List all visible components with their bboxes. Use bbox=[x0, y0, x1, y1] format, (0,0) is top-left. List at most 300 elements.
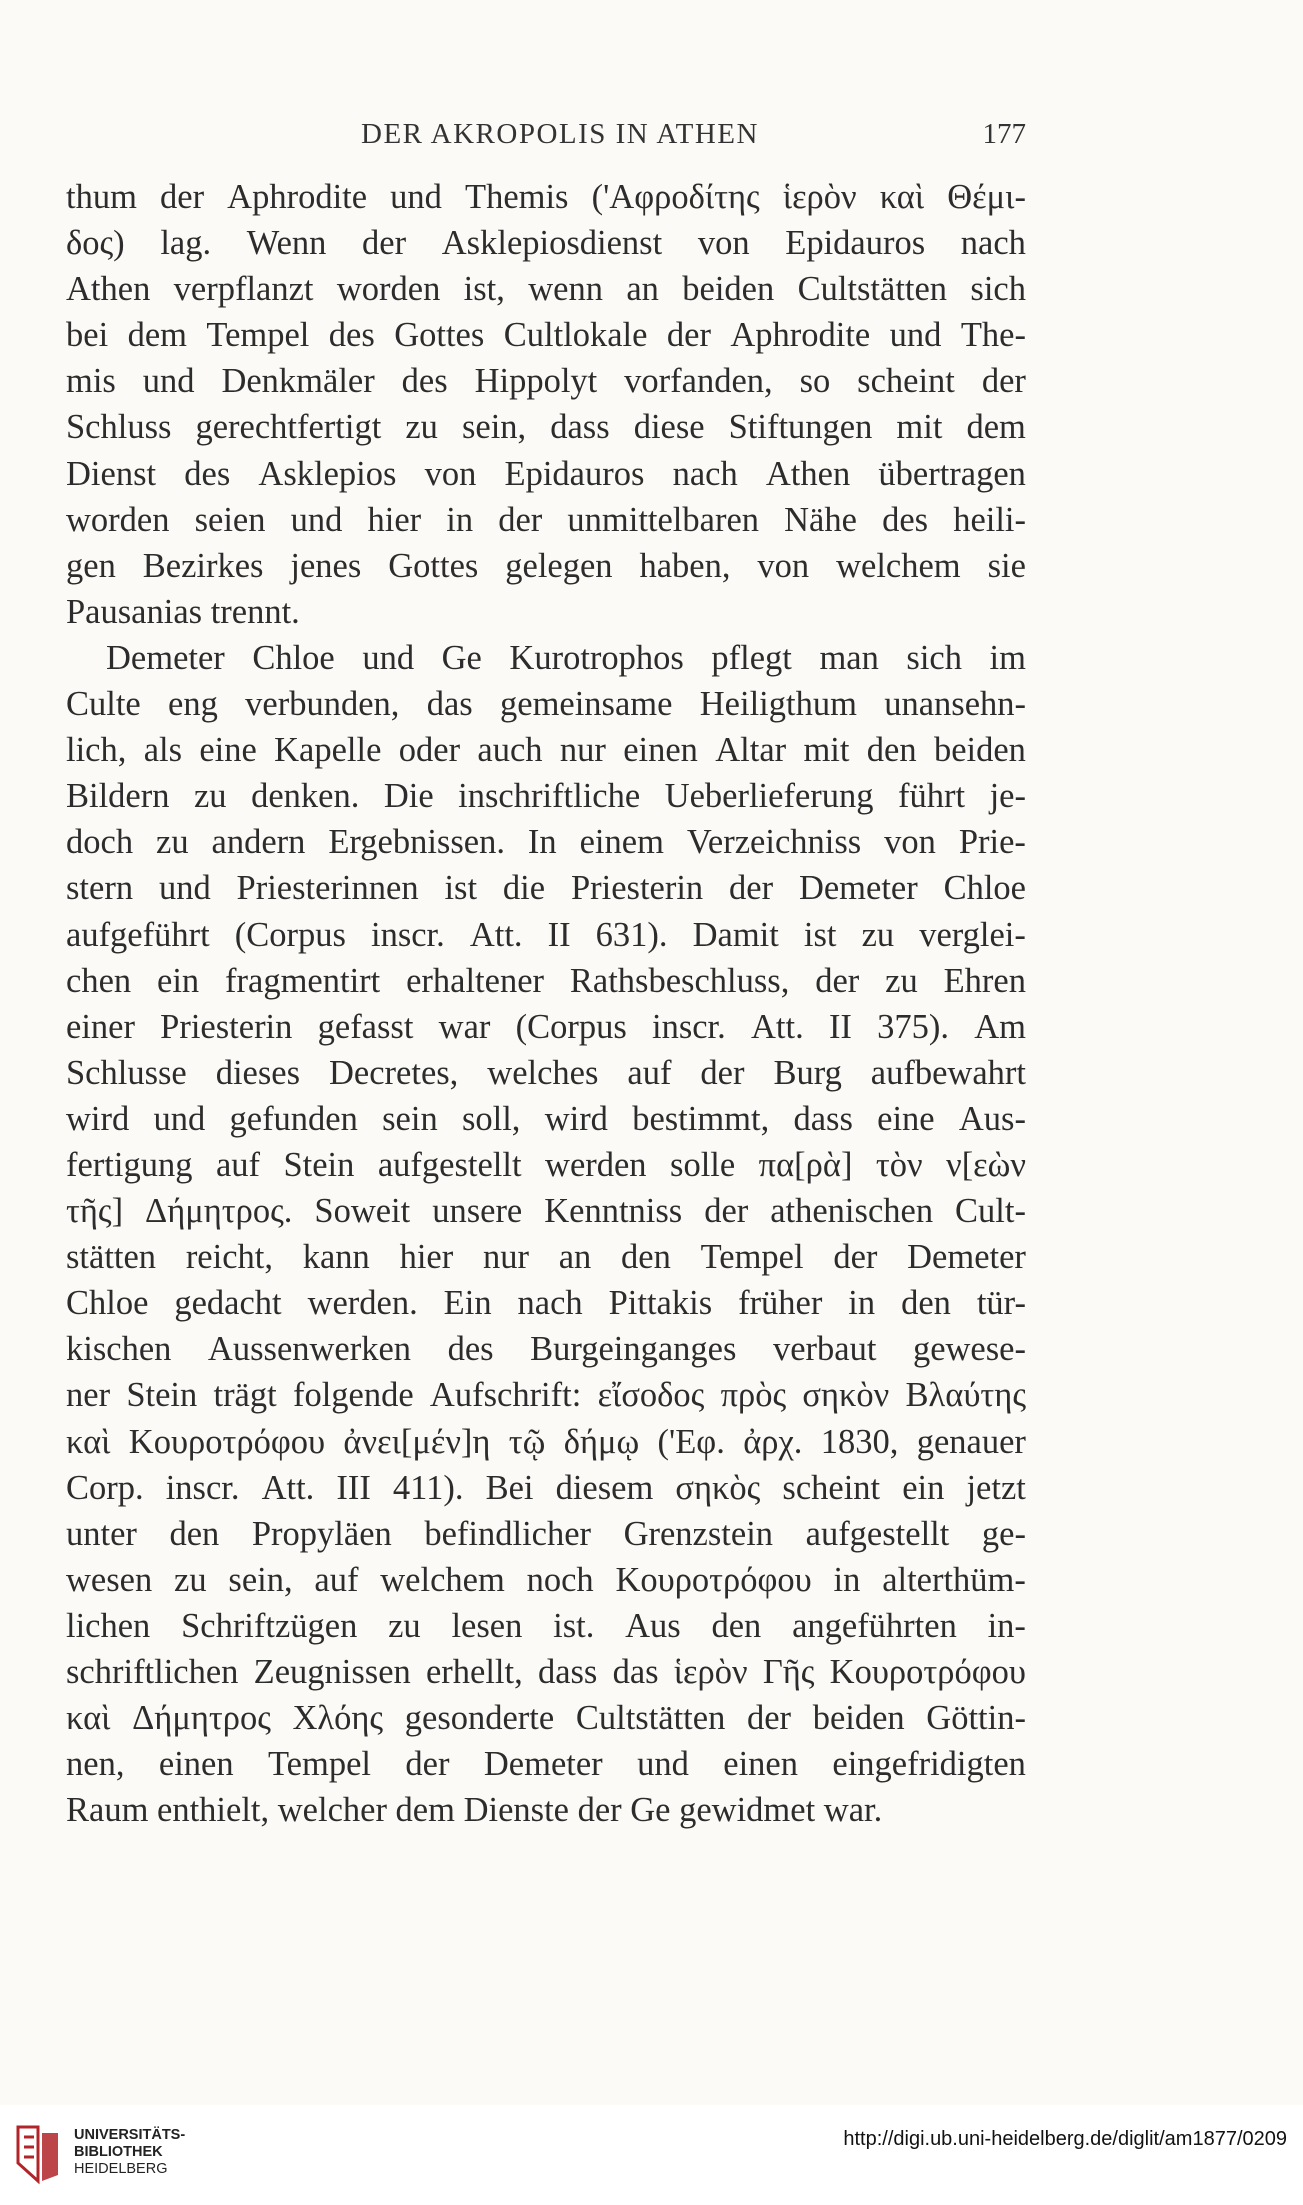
word: Demeter bbox=[907, 1238, 1026, 1277]
word: einen bbox=[723, 1745, 798, 1784]
word: sein, bbox=[461, 408, 527, 447]
word: ge- bbox=[981, 1514, 1026, 1553]
word: den bbox=[866, 731, 917, 770]
word: des bbox=[882, 500, 929, 539]
word: ἀρχ. bbox=[743, 1422, 803, 1461]
footer bbox=[0, 2105, 1303, 2205]
word: in bbox=[833, 1560, 861, 1599]
word: und bbox=[153, 1099, 206, 1138]
word: war bbox=[438, 1007, 491, 1046]
word: worden bbox=[336, 270, 441, 309]
running-title: DER AKROPOLIS IN ATHEN bbox=[361, 118, 759, 150]
word: wenn bbox=[528, 270, 603, 309]
word: Hippolyt bbox=[474, 362, 598, 401]
body-text bbox=[66, 174, 1026, 1833]
word: Demeter bbox=[106, 638, 225, 677]
word: Aus bbox=[625, 1606, 681, 1645]
word: stätten bbox=[66, 1238, 157, 1277]
word: Schriftzügen bbox=[181, 1606, 358, 1645]
word: Culte bbox=[66, 685, 141, 724]
word: kann bbox=[302, 1238, 370, 1277]
word: scheint bbox=[857, 362, 955, 401]
word: Θέμι- bbox=[947, 178, 1026, 216]
word: hier bbox=[367, 500, 422, 539]
word: καὶ bbox=[66, 1422, 111, 1461]
word: das bbox=[426, 685, 473, 724]
word: einer bbox=[66, 1007, 135, 1046]
text-line bbox=[66, 1188, 1026, 1234]
word: oder bbox=[398, 731, 461, 770]
word: nen, bbox=[66, 1745, 125, 1784]
word: reicht, bbox=[185, 1238, 273, 1277]
word: Kapelle bbox=[274, 731, 382, 770]
word: und bbox=[362, 638, 415, 677]
word: gedacht bbox=[174, 1284, 282, 1323]
word: dass bbox=[793, 1099, 853, 1138]
word: εἴσοδος bbox=[597, 1376, 705, 1415]
word: übertragen bbox=[878, 454, 1026, 493]
word: dem bbox=[966, 408, 1026, 447]
text-line bbox=[66, 266, 1026, 312]
word: einen bbox=[623, 731, 698, 770]
word: ein bbox=[157, 961, 200, 1000]
word: ist. bbox=[553, 1606, 595, 1645]
word: je- bbox=[989, 777, 1026, 816]
text-line bbox=[66, 727, 1026, 773]
word: Altar bbox=[715, 731, 787, 770]
word: Soweit bbox=[314, 1192, 411, 1231]
text-line bbox=[66, 1280, 1026, 1326]
word: doch bbox=[66, 823, 134, 862]
text-line bbox=[66, 912, 1026, 958]
word: II bbox=[828, 1007, 852, 1046]
word: des bbox=[328, 316, 375, 355]
word: nach bbox=[672, 454, 738, 493]
word: Asklepiosdienst bbox=[441, 224, 663, 263]
word: 411). bbox=[392, 1468, 464, 1507]
word: trägt bbox=[213, 1376, 277, 1415]
word: wird bbox=[66, 1099, 130, 1138]
word: sein, bbox=[228, 1560, 293, 1599]
text-line bbox=[66, 404, 1026, 450]
word: nur bbox=[559, 731, 606, 770]
word: scheint bbox=[782, 1468, 881, 1507]
page-number: 177 bbox=[982, 118, 1026, 150]
word: an bbox=[558, 1238, 592, 1277]
word: lesen bbox=[451, 1606, 523, 1645]
text-line bbox=[66, 174, 1026, 220]
word: Aus- bbox=[958, 1099, 1026, 1138]
word: und bbox=[158, 869, 211, 908]
word: (Corpus bbox=[515, 1007, 627, 1046]
word: Att. bbox=[261, 1468, 315, 1507]
word: chen bbox=[66, 961, 132, 1000]
word: diese bbox=[633, 408, 705, 447]
word: Βλαύτης bbox=[905, 1376, 1026, 1415]
word: ἀνει[μέν]η bbox=[343, 1422, 491, 1461]
word: Att. bbox=[751, 1007, 804, 1046]
word: sie bbox=[987, 546, 1026, 585]
word: so bbox=[799, 362, 831, 401]
word: seien bbox=[194, 500, 266, 539]
text-line bbox=[66, 819, 1026, 865]
word: noch bbox=[526, 1560, 594, 1599]
text-line bbox=[66, 865, 1026, 911]
word: ἱερὸν bbox=[673, 1653, 748, 1691]
word: jetzt bbox=[966, 1468, 1026, 1507]
word: führt bbox=[898, 777, 966, 816]
text-line bbox=[66, 1234, 1026, 1280]
word: dem bbox=[127, 316, 187, 355]
word: ('Εφ. bbox=[657, 1422, 725, 1461]
word: Γῆς bbox=[762, 1653, 815, 1691]
word: Verzeichniss bbox=[686, 823, 862, 862]
word: früher bbox=[738, 1284, 823, 1323]
word: von bbox=[884, 823, 936, 862]
word: δήμῳ bbox=[563, 1422, 640, 1461]
word: zu bbox=[885, 961, 918, 1000]
word: hier bbox=[399, 1238, 454, 1277]
word: der bbox=[160, 178, 205, 216]
word: Propyläen bbox=[251, 1514, 392, 1553]
word: Schluss bbox=[66, 408, 172, 447]
word: Χλόης bbox=[292, 1699, 384, 1738]
word: Pittakis bbox=[608, 1284, 713, 1323]
word: Bildern bbox=[66, 777, 170, 816]
word: II bbox=[547, 915, 571, 954]
word: Dienst bbox=[66, 454, 157, 493]
word: Heiligthum bbox=[699, 685, 857, 724]
word: καὶ bbox=[879, 178, 925, 216]
word: Aphrodite bbox=[730, 316, 871, 355]
word: in bbox=[848, 1284, 876, 1323]
word: kischen bbox=[66, 1330, 172, 1369]
text-line bbox=[66, 1050, 1026, 1096]
word: welches bbox=[487, 1053, 599, 1092]
word: dieses bbox=[215, 1053, 301, 1092]
word: unter bbox=[66, 1514, 137, 1553]
source-url-link[interactable]: http://digi.ub.uni-heidelberg.de/diglit/am1877/0209 bbox=[843, 2128, 1287, 2150]
word: Demeter bbox=[798, 869, 918, 908]
text-line bbox=[66, 773, 1026, 819]
word: Stein bbox=[283, 1145, 355, 1184]
word: Schlusse bbox=[66, 1053, 187, 1092]
text-line bbox=[66, 312, 1026, 358]
word: die bbox=[502, 869, 546, 908]
word: von bbox=[424, 454, 477, 493]
word: schriftlichen bbox=[66, 1653, 239, 1691]
word: unsere bbox=[432, 1192, 523, 1231]
word: Ehren bbox=[943, 961, 1026, 1000]
word: 1830, bbox=[820, 1422, 899, 1461]
word: fertigung bbox=[66, 1145, 193, 1184]
text-line bbox=[66, 1649, 1026, 1695]
word: Zeugnissen bbox=[253, 1653, 411, 1691]
word: Gottes bbox=[388, 546, 479, 585]
word: τῷ bbox=[508, 1422, 546, 1461]
word: solle bbox=[670, 1145, 736, 1184]
word: δος) bbox=[66, 224, 125, 263]
word: heili- bbox=[953, 500, 1026, 539]
word: alterthüm- bbox=[882, 1560, 1026, 1599]
word: von bbox=[697, 224, 750, 263]
word: inscr. bbox=[370, 915, 445, 954]
word: ist bbox=[803, 915, 837, 954]
word: einen bbox=[158, 1745, 234, 1784]
library-name-line: UNIVERSITÄTS- bbox=[74, 2127, 186, 2143]
word: Rathsbeschluss, bbox=[569, 961, 790, 1000]
word: auf bbox=[215, 1145, 260, 1184]
word: einem bbox=[579, 823, 664, 862]
word: unansehn- bbox=[884, 685, 1026, 724]
word: auf bbox=[627, 1053, 672, 1092]
word: an bbox=[626, 270, 659, 309]
text-line bbox=[66, 543, 1026, 589]
text-line bbox=[66, 1372, 1026, 1418]
word: Δήμητρος. bbox=[145, 1192, 293, 1231]
word: Κουροτρόφου bbox=[829, 1653, 1026, 1691]
word: worden bbox=[66, 500, 170, 539]
word: thum bbox=[66, 178, 137, 216]
text-line bbox=[66, 1004, 1026, 1050]
word: fragmentirt bbox=[225, 961, 381, 1000]
word: man bbox=[819, 638, 879, 677]
word: auch bbox=[477, 731, 543, 770]
text-line bbox=[66, 1326, 1026, 1372]
word: mit bbox=[896, 408, 943, 447]
word: Cult- bbox=[955, 1192, 1026, 1231]
word: beiden bbox=[682, 270, 775, 309]
word: der bbox=[815, 961, 860, 1000]
word: Göttin- bbox=[926, 1699, 1026, 1738]
word: sich bbox=[970, 270, 1026, 309]
word: inschriftliche bbox=[458, 777, 641, 816]
word: mis bbox=[66, 362, 116, 401]
word: Athen bbox=[765, 454, 851, 493]
text-line bbox=[66, 1557, 1026, 1603]
word: und bbox=[637, 1745, 689, 1784]
word: Ueberlieferung bbox=[664, 777, 874, 816]
word: (Corpus bbox=[234, 915, 346, 954]
word: καὶ bbox=[66, 1699, 111, 1738]
word: im bbox=[989, 638, 1026, 677]
word: Burg bbox=[773, 1053, 842, 1092]
text-line bbox=[66, 451, 1026, 497]
word: zu bbox=[174, 1560, 207, 1599]
word: Bei bbox=[485, 1468, 534, 1507]
word: erhaltener bbox=[406, 961, 545, 1000]
word: Aussenwerken bbox=[207, 1330, 412, 1369]
word: des bbox=[447, 1330, 494, 1369]
word: sich bbox=[906, 638, 962, 677]
word: The- bbox=[960, 316, 1026, 355]
word: nach bbox=[960, 224, 1026, 263]
text-line bbox=[66, 1419, 1026, 1465]
word: Prie- bbox=[958, 823, 1026, 862]
word: dass bbox=[550, 408, 610, 447]
word: aufgeführt bbox=[66, 915, 210, 954]
word: beiden bbox=[812, 1699, 905, 1738]
word: Priesterin bbox=[570, 869, 704, 908]
word: Decretes, bbox=[329, 1053, 459, 1092]
word: welchem bbox=[836, 546, 961, 585]
text-line bbox=[66, 1603, 1026, 1649]
word: nur bbox=[482, 1238, 529, 1277]
word: denken. bbox=[251, 777, 360, 816]
word: des bbox=[401, 362, 448, 401]
word: Tempel bbox=[700, 1238, 804, 1277]
word: der bbox=[746, 1699, 792, 1738]
word: tür- bbox=[976, 1284, 1026, 1323]
text-line bbox=[66, 220, 1026, 266]
word: Die bbox=[383, 777, 434, 816]
word: Aufschrift: bbox=[429, 1376, 582, 1415]
word: ν[εὼν bbox=[946, 1145, 1026, 1184]
word: inscr. bbox=[651, 1007, 726, 1046]
word: der bbox=[405, 1745, 450, 1784]
word: Corp. bbox=[66, 1468, 144, 1507]
word: dass bbox=[537, 1653, 598, 1691]
word: jenes bbox=[290, 546, 362, 585]
word: Stein bbox=[126, 1376, 198, 1415]
word: mit bbox=[803, 731, 850, 770]
word: verbunden, bbox=[245, 685, 400, 724]
word: gerechtfertigt bbox=[195, 408, 382, 447]
word: Aphrodite bbox=[227, 178, 368, 216]
word: aufgestellt bbox=[377, 1145, 522, 1184]
word: ist bbox=[444, 869, 478, 908]
word: Chloe bbox=[943, 869, 1026, 908]
word: zu bbox=[405, 408, 438, 447]
word: Cultstätten bbox=[797, 270, 948, 309]
word: und bbox=[390, 178, 442, 216]
word: Damit bbox=[692, 915, 779, 954]
text-line bbox=[66, 681, 1026, 727]
word: auf bbox=[314, 1560, 359, 1599]
running-head bbox=[66, 118, 1026, 158]
word: verbaut bbox=[772, 1330, 877, 1369]
text-line bbox=[66, 1695, 1026, 1741]
word: das bbox=[612, 1653, 659, 1691]
word: πρὸς bbox=[720, 1376, 787, 1415]
word: lich, bbox=[66, 731, 127, 770]
word: Epidauros bbox=[504, 454, 645, 493]
word: unmittelbaren bbox=[567, 500, 760, 539]
word: der bbox=[981, 362, 1026, 401]
word: gesonderte bbox=[404, 1699, 555, 1738]
word: Denkmäler bbox=[221, 362, 375, 401]
word: Priesterinnen bbox=[236, 869, 419, 908]
text-line bbox=[66, 358, 1026, 404]
word: werden bbox=[545, 1145, 647, 1184]
word: in bbox=[446, 500, 474, 539]
word: bestimmt, bbox=[632, 1099, 770, 1138]
word: gelegen bbox=[505, 546, 613, 585]
text-line bbox=[66, 1096, 1026, 1142]
text-line bbox=[66, 635, 1026, 681]
word: gewese- bbox=[912, 1330, 1026, 1369]
word: bei bbox=[66, 316, 109, 355]
word: eine bbox=[877, 1099, 935, 1138]
word: eine bbox=[199, 731, 257, 770]
word: ner bbox=[66, 1376, 111, 1415]
word: Δήμητρος bbox=[132, 1699, 271, 1738]
university-library-logo-icon bbox=[12, 2123, 64, 2185]
word: Tempel bbox=[206, 316, 310, 355]
word: Wenn bbox=[246, 224, 327, 263]
word: Asklepios bbox=[258, 454, 397, 493]
word: gemeinsame bbox=[500, 685, 673, 724]
word: gefasst bbox=[317, 1007, 414, 1046]
word: zu bbox=[156, 823, 189, 862]
word: Nähe bbox=[784, 500, 857, 539]
word: von bbox=[757, 546, 810, 585]
word: Ge bbox=[441, 638, 482, 677]
word: gefunden bbox=[229, 1099, 358, 1138]
word: σηκὸν bbox=[802, 1376, 890, 1415]
word: πα[ρὰ] bbox=[758, 1145, 853, 1184]
word: diesem bbox=[555, 1468, 654, 1507]
word: zu bbox=[193, 777, 227, 816]
word: den bbox=[621, 1238, 671, 1277]
word: aufgestellt bbox=[805, 1514, 950, 1553]
word: zu bbox=[388, 1606, 421, 1645]
word: erhellt, bbox=[425, 1653, 523, 1691]
word: angeführten bbox=[792, 1606, 957, 1645]
text-line bbox=[66, 1465, 1026, 1511]
library-name bbox=[74, 2127, 185, 2178]
word: vorfanden, bbox=[624, 362, 773, 401]
text-line bbox=[66, 497, 1026, 543]
word: σηκὸς bbox=[675, 1468, 761, 1507]
word: aufbewahrt bbox=[870, 1053, 1026, 1092]
word: lichen bbox=[66, 1606, 151, 1645]
word: Chloe bbox=[252, 638, 335, 677]
word: verglei- bbox=[919, 915, 1026, 954]
word: Gottes bbox=[394, 316, 485, 355]
word: verpflanzt bbox=[173, 270, 314, 309]
word: Cultstätten bbox=[575, 1699, 726, 1738]
word: Tempel bbox=[268, 1745, 371, 1784]
word: werden. bbox=[307, 1284, 418, 1323]
word: Ein bbox=[443, 1284, 492, 1323]
word: Att. bbox=[469, 915, 523, 954]
word: Burgeinganges bbox=[530, 1330, 737, 1369]
word: und bbox=[142, 362, 195, 401]
word: der bbox=[498, 500, 543, 539]
word: der bbox=[729, 869, 774, 908]
word: eng bbox=[168, 685, 218, 724]
word: ἱερὸν bbox=[782, 178, 857, 216]
word: der bbox=[362, 224, 407, 263]
word: Bezirkes bbox=[142, 546, 264, 585]
word: welchem bbox=[380, 1560, 505, 1599]
word: In bbox=[527, 823, 557, 862]
text-line bbox=[66, 958, 1026, 1004]
word: inscr. bbox=[165, 1468, 240, 1507]
text-line bbox=[66, 1142, 1026, 1188]
word: genauer bbox=[916, 1422, 1026, 1461]
word: des bbox=[184, 454, 231, 493]
word: den bbox=[901, 1284, 951, 1323]
word: pflegt bbox=[711, 638, 792, 677]
word: Themis bbox=[465, 178, 569, 216]
word: III bbox=[336, 1468, 371, 1507]
word: der bbox=[833, 1238, 878, 1277]
word: Kurotrophos bbox=[509, 638, 684, 677]
word: andern bbox=[211, 823, 306, 862]
word: und bbox=[290, 500, 343, 539]
